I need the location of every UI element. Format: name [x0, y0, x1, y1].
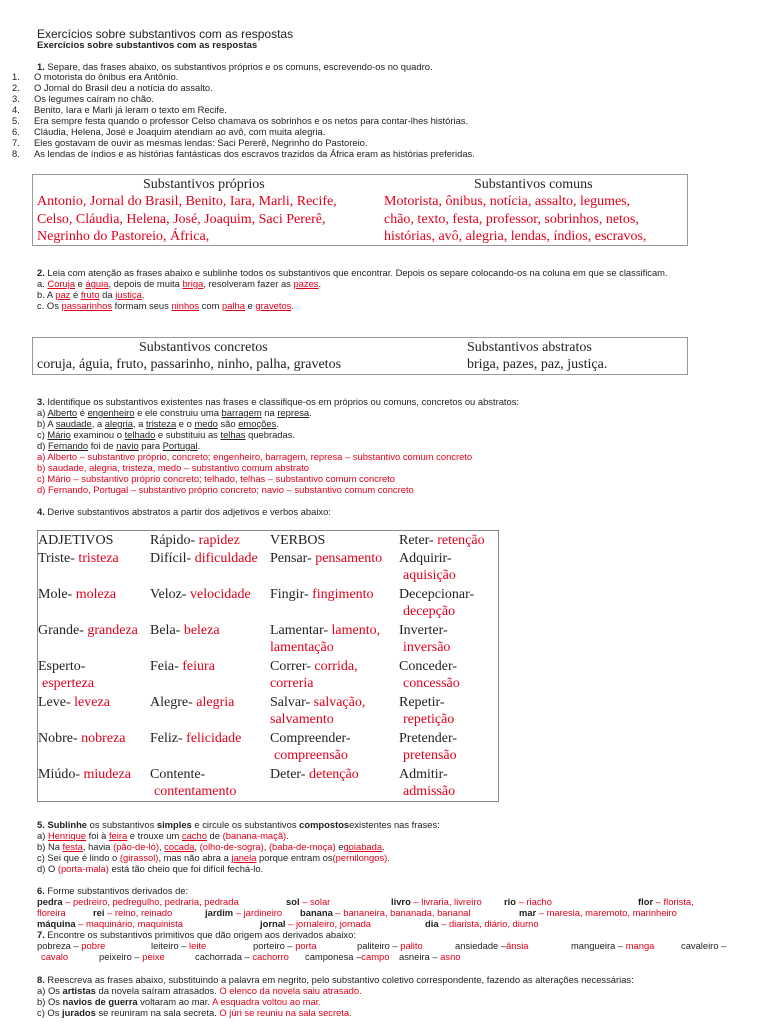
table-cell: Inverter- inversão	[399, 623, 451, 655]
table-cell: Pretender- pretensão	[399, 731, 458, 763]
table-cell: Contente- contentamento	[150, 767, 237, 799]
common-nouns-header: Substantivos comuns	[474, 177, 593, 192]
q4-derivation-table	[37, 530, 499, 802]
q8-sentence-c: c) Os jurados se reuniram na sala secreta. O júri se reuniu na sala secreta.	[37, 1007, 352, 1018]
q3-sentence-d: d) Fernando foi de navio para Portugal.	[37, 440, 201, 451]
table-cell: ADJETIVOS	[38, 533, 114, 548]
table-cell: Nobre- nobreza	[38, 731, 126, 746]
q2-sentence-c: c. Os passarinhos formam seus ninhos com palha e gravetos.	[37, 300, 294, 311]
table-cell: Adquirir- aquisição	[399, 551, 456, 583]
q6-line-1: pedra – pedreiro, pedregulho, pedraria, pedrada sol – solar livro – livraria, livreiro rio – riacho flor – florista,	[37, 896, 694, 907]
table-cell: Esperto- esperteza	[38, 659, 95, 691]
q8-sentence-b: b) Os navios de guerra voltaram ao mar. A esquadra voltou ao mar.	[37, 996, 322, 1007]
q2-answer-box	[32, 337, 688, 375]
proper-nouns-line: Celso, Cláudia, Helena, José, Joaquim, Saci Pererê,	[37, 211, 326, 227]
table-cell: Leve- leveza	[38, 695, 110, 710]
q5-sentence-c: c) Sei que é lindo o (girassol), mas não abra a janela porque entram os(pernilongos).	[37, 852, 390, 863]
proper-nouns-line: Antonio, Jornal do Brasil, Benito, Iara, Marli, Recife,	[37, 194, 337, 209]
concrete-nouns-line: coruja, águia, fruto, passarinho, ninho, palha, gravetos	[37, 357, 342, 372]
table-cell: Triste- tristeza	[38, 551, 119, 566]
q3-prompt: 3. Identifique os substantivos existentes nas frases e classifique-os em próprios ou comuns, concretos ou abstratos:	[37, 396, 520, 407]
q3-answer: c) Mário – substantivo próprio concreto; telhado, telhas – substantivo comum concreto	[37, 473, 395, 484]
table-cell: Salvar- salvação, salvamento	[270, 695, 366, 727]
table-cell: VERBOS	[270, 533, 326, 548]
table-cell: Pensar- pensamento	[270, 551, 383, 566]
q2-sentence-b: b. A paz é fruto da justiça.	[37, 289, 145, 300]
list-item: 8. As lendas de índios e as histórias fantásticas dos escravos trazidos da África eram as histórias preferidas.	[12, 148, 475, 159]
list-item: 4. Benito, Iara e Marli já leram o texto em Recife.	[12, 104, 227, 115]
concrete-nouns-header: Substantivos concretos	[139, 340, 268, 355]
q6-line-3: máquina – maquinário, maquinista jornal – jornaleiro, jornada dia – diarista, diário, diurno	[37, 918, 539, 929]
q7-prompt: 7. Encontre os substantivos primitivos que dão origem aos derivados abaixo:	[37, 929, 356, 940]
table-cell: Miúdo- miudeza	[38, 767, 131, 782]
table-cell: Bela- beleza	[150, 623, 220, 638]
table-cell: Repetir- repetição	[399, 695, 455, 727]
proper-nouns-line: Negrinho do Pastoreio, África,	[37, 229, 210, 244]
q6-prompt: 6. Forme substantivos derivados de:	[37, 885, 189, 896]
q1-sentence-list	[12, 72, 752, 160]
table-cell: Feliz- felicidade	[150, 731, 242, 746]
table-cell: Correr- corrida, correria	[270, 659, 358, 691]
table-cell: Difícil- dificuldade	[150, 551, 258, 566]
q3-sentence-a: a) Alberto é engenheiro e ele construiu uma barragem na represa.	[37, 407, 312, 418]
document-subtitle: Exercícios sobre substantivos com as respostas	[37, 40, 258, 51]
q1-answer-box	[32, 174, 688, 246]
q2-sentence-a: a. Coruja e águia, depois de muita briga, resolveram fazer as pazes.	[37, 278, 322, 289]
q3-answer: d) Fernando, Portugal – substantivo próprio concreto; navio – substantivo comum concreto	[37, 484, 414, 495]
q5-sentence-a: a) Henrique foi à feira e trouxe um cacho de (banana-maçã).	[37, 830, 289, 841]
list-item: 7. Eles gostavam de ouvir as mesmas lendas: Saci Pererê, Negrinho do Pastoreio.	[12, 137, 368, 148]
q4-prompt: 4. Derive substantivos abstratos a partir dos adjetivos e verbos abaixo:	[37, 506, 331, 517]
q6-line-2: floreira rei – reino, reinado jardim – jardineiro banana – bananeira, bananada, bananal mar – maresia, maremoto, marinheiro	[37, 907, 677, 918]
table-cell: Grande- grandeza	[38, 623, 138, 638]
q5-prompt: 5. Sublinhe os substantivos simples e circule os substantivos compostosexistentes nas frases:	[37, 819, 440, 830]
q8-sentence-a: a) Os artistas da novela saíram atrasados. O elenco da novela saiu atrasado.	[37, 985, 362, 996]
common-nouns-line: histórias, avô, alegria, lendas, índios, escravos,	[384, 229, 647, 244]
table-cell: Feia- feiura	[150, 659, 215, 674]
q3-answer: a) Alberto – substantivo próprio, concreto; engenheiro, barragem, represa – substantivo comum concreto	[37, 451, 473, 462]
table-cell: Mole- moleza	[38, 587, 117, 602]
table-cell: Lamentar- lamento, lamentação	[270, 623, 381, 655]
table-cell: Deter- detenção	[270, 767, 359, 782]
q3-answer: b) saudade, alegria, tristeza, medo – substantivo comum abstrato	[37, 462, 310, 473]
table-cell: Alegre- alegria	[150, 695, 235, 710]
common-nouns-line: Motorista, ônibus, notícia, assalto, legumes,	[384, 194, 631, 209]
q8-prompt: 8. Reescreva as frases abaixo, substituindo a palavra em negrito, pelo substantivo coletivo correspondente, fazendo as alterações necessárias:	[37, 974, 634, 985]
abstract-nouns-header: Substantivos abstratos	[467, 340, 592, 355]
abstract-nouns-line: briga, pazes, paz, justiça.	[467, 357, 608, 372]
table-cell: Fingir- fingimento	[270, 587, 374, 602]
proper-nouns-header: Substantivos próprios	[143, 177, 265, 192]
table-cell: Reter- retenção	[399, 533, 485, 548]
table-cell: Decepcionar- decepção	[399, 587, 475, 619]
q3-sentence-c: c) Mário examinou o telhado e substituiu as telhas quebradas.	[37, 429, 296, 440]
list-item: 1. O motorista do ônibus era Antônio.	[12, 71, 179, 82]
q1-prompt: 1. Separe, das frases abaixo, os substantivos próprios e os comuns, escrevendo-os no quadro.	[37, 61, 433, 72]
table-cell: Veloz- velocidade	[150, 587, 251, 602]
list-item: 3. Os legumes caíram no chão.	[12, 93, 154, 104]
q5-sentence-d: d) O (porta-mala) está tão cheio que foi difícil fechá-lo.	[37, 863, 264, 874]
common-nouns-line: chão, texto, festa, professor, sobrinhos, netos,	[384, 211, 639, 227]
q7-line-1: pobreza – pobre leiteiro – leite porteiro – porta paliteiro – palito ansiedade –ânsia mangueira – manga cavaleiro –	[37, 940, 727, 951]
q2-prompt: 2. Leia com atenção as frases abaixo e sublinhe todos os substantivos que encontrar. Depois os separe colocando-os na coluna em que se classificam.	[37, 267, 668, 278]
document-title: Exercícios sobre substantivos com as respostas	[37, 27, 294, 41]
table-cell: Compreender- compreensão	[270, 731, 351, 763]
table-cell: Conceder- concessão	[399, 659, 460, 691]
table-cell: Rápido- rapidez	[150, 533, 240, 548]
table-cell: Admitir- admissão	[399, 767, 456, 799]
list-item: 5. Era sempre festa quando o professor Celso chamava os sobrinhos e os netos para contar-lhes histórias.	[12, 115, 469, 126]
q7-line-2: cavalo peixeiro – peixe cachorrada – cachorro camponesa –campo asneira – asno	[41, 951, 461, 962]
q5-sentence-b: b) Na festa, havia (pão-de-ló), cocada, (olho-de-sogra), (baba-de-moça) egoiabada.	[37, 841, 385, 852]
list-item: 2. O Jornal do Brasil deu a notícia do assalto.	[12, 82, 213, 93]
list-item: 6. Cláudia, Helena, José e Joaquim atendiam ao avô, com muita alegria.	[12, 126, 326, 137]
q3-sentence-b: b) A saudade, a alegria, a tristeza e o medo são emoções.	[37, 418, 279, 429]
